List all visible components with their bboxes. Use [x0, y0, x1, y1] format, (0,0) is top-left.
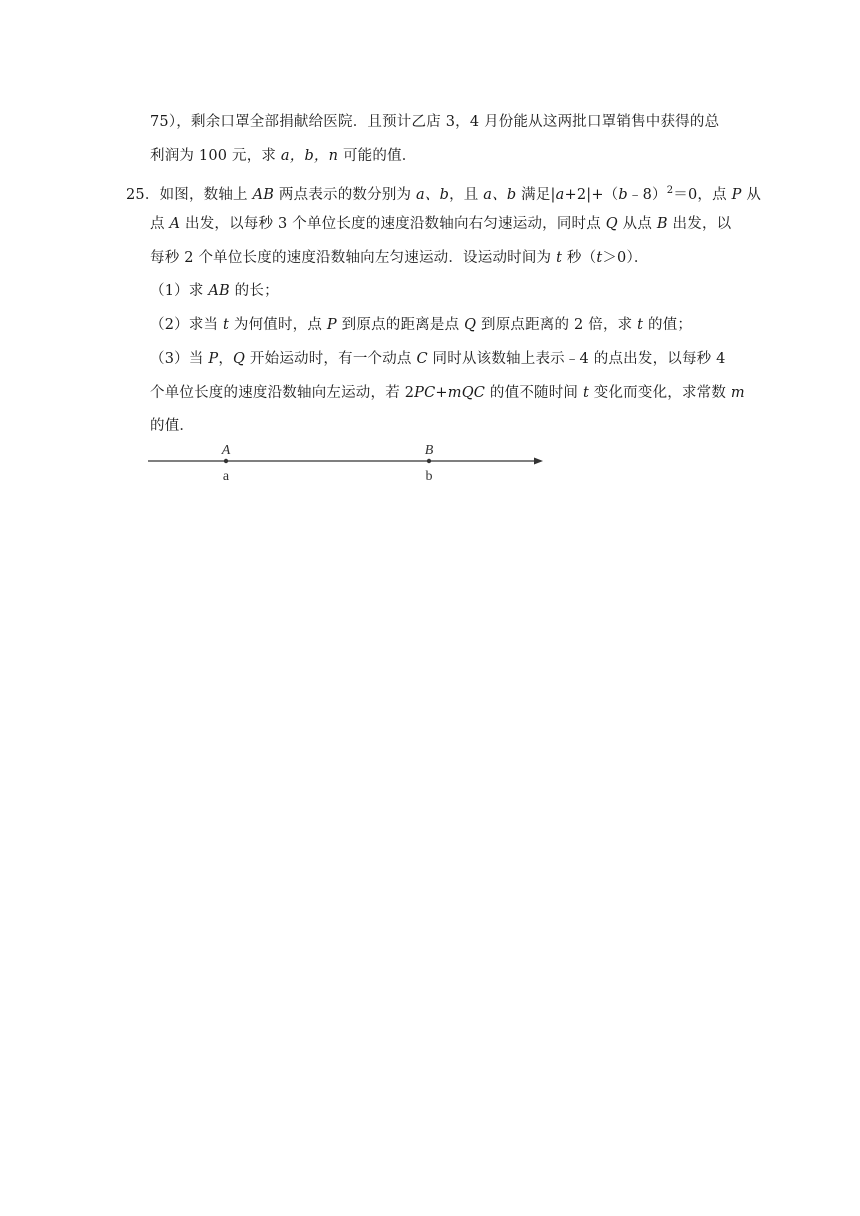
question-25-line-1: 25．如图，数轴上 AB 两点表示的数分别为 a、b，且 a、b 满足|a+2|+（b﹣8）$^2$＝0，点 P 从	[126, 185, 762, 203]
sub-question-3-line-3: 的值．	[150, 418, 195, 434]
point-a-label: A	[221, 443, 231, 458]
sub-question-3-line-1: （3）当 P，Q 开始运动时，有一个动点 C 同时从该数轴上表示﹣4 的点出发，以每秒 4	[150, 351, 726, 367]
sub-question-3-line-2: 个单位长度的速度沿数轴向左运动，若 2PC+mQC 的值不随时间 t 变化而变化，求常数 m	[150, 385, 745, 401]
prev-question-line-2: 利润为 100 元，求 a，b，n 可能的值．	[150, 148, 417, 164]
question-25-line-3: 每秒 2 个单位长度的速度沿数轴向左匀速运动．设运动时间为 t 秒（t＞0）．	[150, 250, 649, 266]
question-number: 25．	[126, 187, 160, 203]
prev-question-line-1: 75），剩余口罩全部捐献给医院．且预计乙店 3，4 月份能从这两批口罩销售中获得的总	[150, 114, 720, 130]
question-25-line-2: 点 A 出发，以每秒 3 个单位长度的速度沿数轴向右匀速运动，同时点 Q 从点 B 出发，以	[150, 216, 732, 232]
point-a-value: a	[222, 469, 230, 484]
sub-question-2: （2）求当 t 为何值时，点 P 到原点的距离是点 Q 到原点距离的 2 倍，求 t 的值；	[150, 317, 693, 333]
number-line-figure	[146, 440, 546, 486]
axis-arrow-icon	[534, 458, 543, 465]
point-b-dot	[427, 459, 431, 463]
point-b-value: b	[425, 469, 433, 484]
point-b-label: B	[424, 443, 434, 458]
point-a-dot	[224, 459, 228, 463]
sub-question-1: （1）求 AB 的长；	[150, 283, 279, 299]
